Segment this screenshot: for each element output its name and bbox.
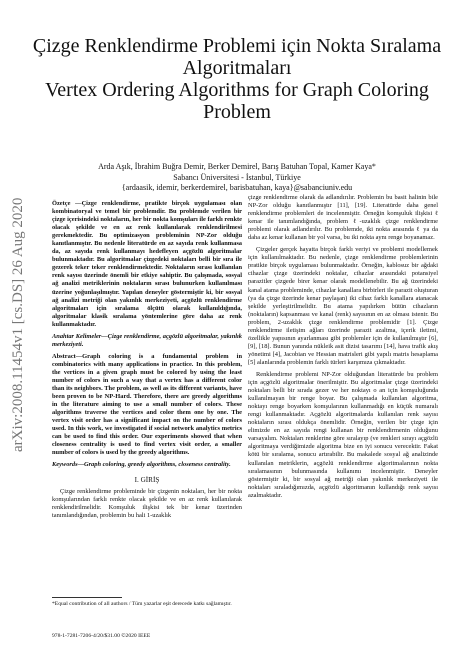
title-line-1: Çizge Renklendirme Problemi için Nokta Sıralama — [32, 35, 442, 57]
english-keywords: Keywords—Graph coloring, greedy algorithms, closeness centrality. — [52, 461, 231, 469]
english-abstract: Abstract—Graph coloring is a fundamental problem in combinatorics with many applications in practice. In this problem, the vertices in a given graph must be colored by using the least number of colors in such a way that a vertex has a different color than its neighbors. The problem, as well as its different variants, have been proven to be NP-Hard. Therefore, there are greedy algorithms in the literature aiming to use a small number of colors. These algorithms traverse the vertices and color them one by one. The vertex visit order has a significant impact on the number of colors used. In this work, we investigated if social network analytics metrics can be used to find this order. Our experiments showed that when closeness centrality is used to find vertex visit order, a smaller number of colors is used by the greedy algorithms. — [52, 352, 242, 457]
author-names: Arda Aşık, İbrahim Buğra Demir, Berker Demirel, Barış Batuhan Topal, Kamer Kaya* — [98, 162, 376, 171]
arxiv-stamp: arXiv:2008.11454v1 [cs.DS] 26 Aug 2020 — [10, 197, 26, 452]
copyright-line: 978-1-7281-7206-4/20/$31.00 ©2020 IEEE — [52, 633, 151, 639]
author-block — [0, 162, 474, 194]
footnote: *Equal contribution of all authors / Tüm yazarlar eşit derecede katkı sağlamıştır. — [52, 601, 232, 607]
title-line-3: Vertex Ordering Algorithms for Graph Coloring — [45, 79, 429, 101]
author-emails: {ardaasik, idemir, berkerdemirel, barisbatuhan, kaya}@sabanciuniv.edu — [121, 183, 353, 192]
right-paragraph-2: Çizgeler gerçek hayatta birçok farklı veriyi ve problemi modellemek için kullanılmaktadır. Bu nedenle, çizge renklendirme problemlerinin pratikte birçok uygulaması bulunmaktadır. Örneğin, kablosuz bir ağdaki cihazlar çizge üzerindeki noktalar, cihazlar arasındaki potansiyel parazitler çizgede birer kenar olarak modellenebilir. Bu ağ üzerindeki kanal atama probleminde, cihazlar kanallara birbirleri ile parazit oluşturan (ya da çizge üzerinde kenar paylaşan) iki cihaz farklı kanallara atanacak şekilde yerleştirilmelidir. Bu atama yapılırken bütün cihazların (noktaların) kapsanması ve kanal (renk) sayısının en az olması istenir. Bu problem, 2-uzaklık çizge renklendirme problemidir [1]. Çizge renklendirme iletişim ağları üzerinde parazit azaltma, içerik iletimi, özellikle yapısının ayarlanması gibi problemler için de kullanılmıştır [6], [9], [18]. Bunun yanında nükleik asit dizisi tasarımı [14], hava trafik akış yönetimi [4], Jacobian ve Hessian matrisleri gibi yapılı matris hesaplama [5] alanlarında problemin farklı türleri karşımıza çıkmaktadır. — [248, 246, 438, 366]
title-line-4: Problem — [203, 101, 271, 123]
intro-paragraph: Çizge renklendirme probleminde bir çizgenin noktaları, her bir nokta komşularından farklı renkte olacak şekilde ve en az renk kullanılarak renklendirilmelidir. Komşuluk ilişkisi tek bir kenar üzerinden tanımlandığından, problemin bu hali 1-uzaklık — [52, 487, 242, 519]
right-column — [248, 194, 438, 504]
footnote-rule — [52, 597, 122, 598]
turkish-keywords: Anahtar Kelimeler—Çizge renklendirme, açgözlü algoritmalar, yakınlık merkeziyeti. — [52, 332, 242, 348]
title-line-2: Algoritmaları — [182, 57, 292, 79]
turkish-abstract: Özetçe —Çizge renklendirme, pratikte birçok uygulaması olan kombinatoryal ve temel bir problemdir. Bu problemde verilen bir çizge içerisindeki noktaların, her bir nokta komşuları ile farklı renkte olacak şekilde ve en az renk kullanılarak renklendirilmesi gerekmektedir. Bu optimizasyon probleminin NP-Zor olduğu kanıtlanmıştır. Bu nedenle literatürde en az sayıda renk kullanmasa da, az sayıda renk kullanmayı hedefleyen açgözlü algoritmalar bulunmaktadır. Bu algoritmalar çizgedeki noktaları belli bir sıra ile gezerek teker teker renklendirmektedir. Noktaların sırası kullanılan renk sayısı üzerinde önemli bir etkiye sahiptir. Bu çalışmada, sosyal ağ analizi metriklerinin noktaların sırası bulunurken kullanılması üzerine yoğunlaşılmıştır. Yapılan deneyler göstermiştir ki, bir sosyal ağ analizi metriği olan yakınlık merkeziyeti, açgözlü renklendirme algoritmaları için sıralama ölçütü olarak kullanıldığında, algoritmalar klasik sıralama yöntemlerine göre daha az renk kullanmaktadır. — [52, 200, 242, 328]
left-column — [52, 200, 242, 524]
section-heading-introduction: I. GİRİŞ — [134, 475, 160, 484]
right-paragraph-3: Renklendirme problemi NP-Zor olduğundan literatürde bu problem için açgözlü algoritmalar önerilmiştir. Bu algoritmalar çizge üzerindeki noktaları belli bir sırada gezer ve her noktayı o an için komşuluğunda kullanılmayan bir renge boyar. Bu çalışmada kullanılan algoritma, noktayı renge boyarken komşularının kullanmadığı en küçük numaralı rengi kullanmaktadır. Açgözlü algoritmalarda kullanılan renk sayısı noktaların sırası oldukça önemlidir. Örneğin, verilen bir çizge için elimizde en az sayıda rengi kullanan bir renklendirmenin olduğunu varsayalım. Noktaları renklerine göre sıralayıp (ve renkleri sırayı açgözlü algoritmaya verdiğimizde algoritma bize en iyi sonucu verecektir. Fakat kötü bir sıralama, sonucu artırabilir. Bu makalede sosyal ağ analizinde kullanılan metriklerin, açgözlü renklendirme algoritmalarının nokta sıralamasının bulunmasında kullanımı incelenmiştir. Deneyler göstermiştir ki, bir sosyal ağ metriği olan yakınlık merkeziyeti ile noktaları sıraladığımızda, açgözlü algoritmanın kullandığı renk sayısı azalmaktadır. — [248, 370, 438, 499]
right-paragraph-1: çizge renklendirme olarak da adlandırılır. Problemin bu basit halinin bile NP-Zor olduğu kanıtlanmıştır [11], [19]. Literatürde daha genel renklendirme problemleri de incelenmiştir. Örneğin komşuluk ilişkisi ℓ kenar ile tanımlandığında, problem ℓ-uzaklık çizge renklendirme problemi olarak adlandırılır. Bu problemde, iki nokta arasında ℓ ya da daha az kenar kullanan bir yol varsa, bu iki nokta aynı renge boyanamaz. — [248, 194, 438, 242]
paper-title — [0, 35, 474, 123]
author-affiliation: Sabancı Üniversitesi - İstanbul, Türkiye — [173, 172, 301, 182]
